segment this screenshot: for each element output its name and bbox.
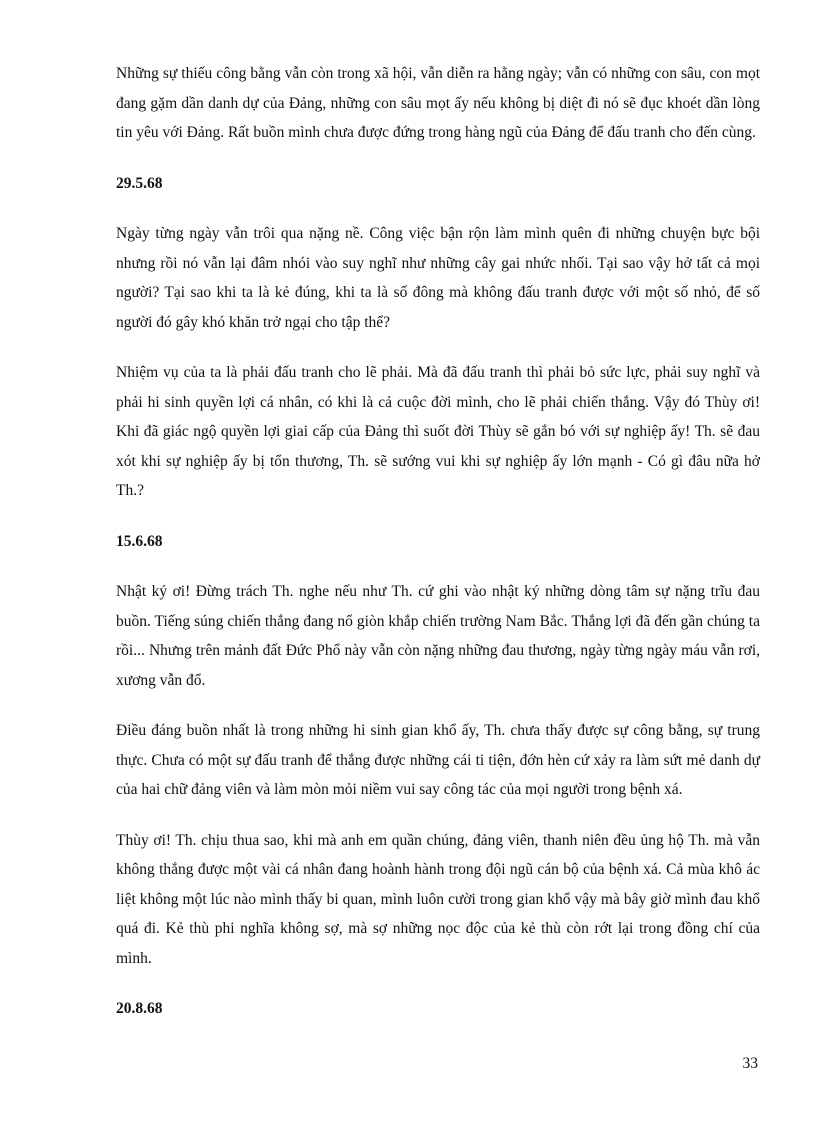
diary-page-body xyxy=(116,59,760,1024)
date-heading-29-5-68: 29.5.68 xyxy=(116,174,163,192)
paragraph-saddest-thing: Điều đáng buồn nhất là trong những hi sinh gian khổ ấy, Th. chưa thấy được sự công bằng, sự trung thực. Chưa có một sự đấu tranh để thắng được những cái ti tiện, đớn hèn cứ xảy ra làm sứt mẻ danh dự của hai chữ đảng viên và làm mòn mỏi niềm vui say công tác của mọi người trong bệnh xá. xyxy=(116,722,760,798)
page-number: 33 xyxy=(742,1055,758,1072)
paragraph-duty: Nhiệm vụ của ta là phải đấu tranh cho lẽ phải. Mà đã đấu tranh thì phải bỏ sức lực, phải suy nghĩ và phải hi sinh quyền lợi cá nhân, có khi là cả cuộc đời mình, cho lẽ phải chiến thắng. Vậy đó Thùy ơi! Khi đã giác ngộ quyền lợi giai cấp của Đảng thì suốt đời Thùy sẽ gắn bó với sự nghiệp ấy! Th. sẽ đau xót khi sự nghiệp ấy bị tổn thương, Th. sẽ sướng vui khi sự nghiệp ấy lớn mạnh - Có gì đâu nữa hở Th.? xyxy=(116,364,760,499)
paragraph-dear-diary: Nhật ký ơi! Đừng trách Th. nghe nếu như Th. cứ ghi vào nhật ký những dòng tâm sự nặng trĩu đau buồn. Tiếng súng chiến thắng đang nổ giòn khắp chiến trường Nam Bắc. Thắng lợi đã đến gần chúng ta rồi... Nhưng trên mảnh đất Đức Phổ này vẫn còn nặng những đau thương, ngày từng ngày máu vẫn rơi, xương vẫn đổ. xyxy=(116,583,760,689)
date-heading-15-6-68: 15.6.68 xyxy=(116,532,163,550)
paragraph-thuy-oi: Thùy ơi! Th. chịu thua sao, khi mà anh em quần chúng, đảng viên, thanh niên đều ủng hộ Th. mà vẫn không thắng được một vài cá nhân đang hoành hành trong đội ngũ cán bộ của bệnh xá. Cả mùa khô ác liệt không một lúc nào mình thấy bi quan, mình luôn cười trong gian khổ vậy mà bây giờ mình đau khổ quá đi. Kẻ thù phi nghĩa không sợ, mà sợ những nọc độc của kẻ thù còn rớt lại trong đồng chí của mình. xyxy=(116,831,760,967)
date-heading-20-8-68: 20.8.68 xyxy=(116,1000,163,1017)
paragraph-injustice: Những sự thiếu công bằng vẫn còn trong xã hội, vẫn diễn ra hằng ngày; vẫn có những con sâu, con mọt đang gặm dần danh dự của Đảng, những con sâu mọt ấy nếu không bị diệt đi nó sẽ đục khoét dần lòng tin yêu với Đảng. Rất buồn mình chưa được đứng trong hàng ngũ của Đảng để đấu tranh cho đến cùng. xyxy=(116,65,760,141)
paragraph-heavy-days: Ngày từng ngày vẫn trôi qua nặng nề. Công việc bận rộn làm mình quên đi những chuyện bực bội nhưng rồi nó vẫn lại đâm nhói vào suy nghĩ như những cây gai nhức nhối. Tại sao vậy hở tất cả mọi người? Tại sao khi ta là kẻ đúng, khi ta là số đông mà không đấu tranh được với một số nhỏ, để số người đó gây khó khăn trở ngại cho tập thể? xyxy=(116,225,760,331)
